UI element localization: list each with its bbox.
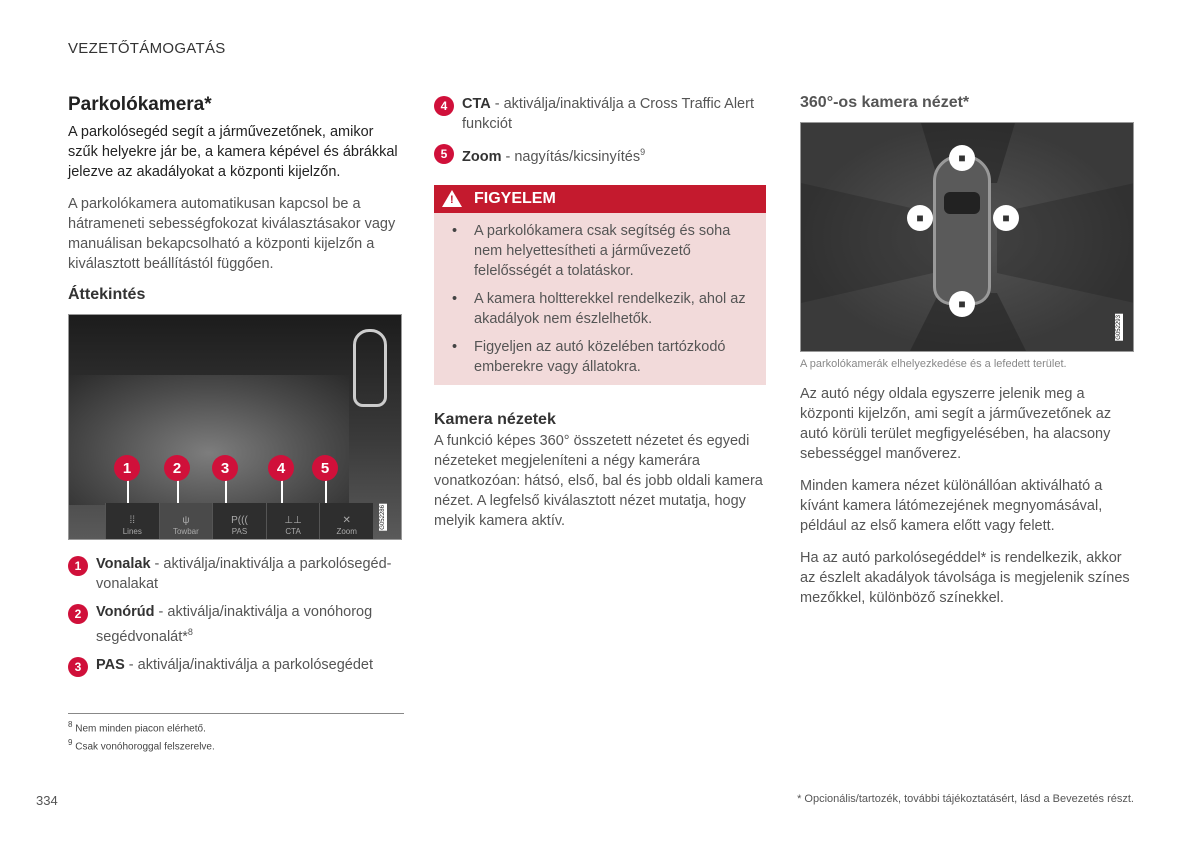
item-number: 1 <box>68 556 88 576</box>
rear-camera-icon: ■ <box>949 291 975 317</box>
lines-label: Lines <box>122 527 142 536</box>
right-coverage <box>997 183 1134 303</box>
warning-bullet: • A kamera holtterekkel rendelkezik, ahol az akadályok nem észlelhetők. <box>446 289 756 329</box>
footnotes <box>68 713 404 755</box>
item-number: 2 <box>68 604 88 624</box>
cta-button[interactable] <box>266 503 320 539</box>
item-number: 5 <box>434 144 454 164</box>
image-code: G052293 <box>1116 315 1122 340</box>
callout-3: 3 <box>212 455 238 481</box>
warning-bullet: • Figyeljen az autó közelében tartózkodó emberekre vagy állatokra. <box>446 337 756 377</box>
footnote-text: Csak vonóhoroggal felszerelve. <box>75 741 215 753</box>
car-top-view <box>933 155 991 305</box>
footnote <box>68 718 404 736</box>
overview-heading: Áttekintés <box>68 286 146 303</box>
front-camera-icon: ■ <box>949 145 975 171</box>
warning-header <box>434 185 766 213</box>
item-text: - aktiválja/inaktiválja a Cross Traffic Alert funkciót <box>462 96 754 132</box>
cta-label: CTA <box>285 527 301 536</box>
column-right <box>800 94 1134 620</box>
zoom-label: Zoom <box>336 527 357 536</box>
item-number: 4 <box>434 96 454 116</box>
item-name: Zoom <box>462 148 502 165</box>
paragraph: Minden kamera nézet különállóan aktiválható a kívánt kamera látómezejének megnyomásával, például az első kamera előtt vagy felett. <box>800 478 1103 534</box>
lines-icon: ⁞⁞ <box>129 515 136 526</box>
footnote-text: Nem minden piacon elérhető. <box>75 723 206 735</box>
column-middle <box>434 94 768 543</box>
list-item <box>434 94 768 134</box>
intro-text: A parkolósegéd segít a járművezetőnek, amikor szűk helyekre jár be, a kamera képével és ábrákkal jelezve az akadályokat a központi kijelzőn. <box>68 124 398 180</box>
warning-bullet: • A parkolókamera csak segítség és soha nem helyettesítheti a járművezető felelősségét a tolatáskor. <box>446 221 756 281</box>
footnote-number: 8 <box>68 720 73 729</box>
image-caption: A parkolókamerák elhelyezkedése és a lefedett terület. <box>800 358 1067 370</box>
pas-button[interactable] <box>212 503 266 539</box>
camera-toolbar <box>105 503 373 539</box>
left-coverage <box>801 183 933 303</box>
item-text: - aktiválja/inaktiválja a parkolósegéd-vonalakat <box>96 556 392 592</box>
list-item <box>68 655 404 677</box>
warning-list <box>434 213 766 385</box>
list-item <box>68 554 404 594</box>
paragraph: Ha az autó parkolósegéddel* is rendelkezik, akkor az észlelt akadályok távolsága is megjelenik színes mezőkkel, különböző színekkel. <box>800 550 1130 606</box>
item-name: Vonórúd <box>96 604 155 620</box>
left-camera-icon: ■ <box>907 205 933 231</box>
list-item <box>434 142 768 167</box>
item-name: CTA <box>462 96 491 112</box>
warning-title: FIGYELEM <box>474 189 556 207</box>
warning-box <box>434 185 766 385</box>
camera-360-image <box>800 122 1134 352</box>
function-list <box>68 554 404 677</box>
pas-label: PAS <box>231 527 248 536</box>
callout-4: 4 <box>268 455 294 481</box>
cta-icon: ⊥⊥ <box>284 515 302 526</box>
right-camera-icon: ■ <box>993 205 1019 231</box>
footnote-ref[interactable]: 8 <box>187 627 193 637</box>
camera-views-text: A funkció képes 360° összetett nézetet és egyedi nézeteket megjeleníteni a négy kamerára vonatkozóan: hátsó, első, bal és jobb oldali kamera nézet. A legfelső kiválasztott nézet mutatja, hogy melyik kamera aktív. <box>434 432 763 529</box>
view-360-heading: 360°-os kamera nézet* <box>800 94 970 111</box>
section-header: VEZETŐTÁMOGATÁS <box>68 40 226 57</box>
car-outline-icon <box>353 329 387 407</box>
zoom-icon: ✕ <box>342 515 351 526</box>
towbar-icon: ψ <box>182 515 190 526</box>
column-left <box>68 94 404 685</box>
item-text: - aktiválja/inaktiválja a parkolósegédet <box>124 656 373 673</box>
item-text: - aktiválja/inaktiválja a vonóhorog segédvonalát* <box>96 604 373 645</box>
zoom-button[interactable] <box>319 503 373 539</box>
warning-triangle-icon: ! <box>442 190 462 207</box>
callout-2: 2 <box>164 455 190 481</box>
camera-floor-view <box>69 375 349 505</box>
footnote-number: 9 <box>68 738 73 748</box>
description-text: A parkolókamera automatikusan kapcsol be a hátrameneti sebességfokozat kiválasztásakor vagy manuálisan bekapcsolható a központi kijelzőn a kiválasztott beállítástól függően. <box>68 196 396 272</box>
towbar-label: Towbar <box>172 527 199 536</box>
item-name: PAS <box>96 656 125 673</box>
footnote <box>68 736 404 754</box>
windshield <box>944 192 980 214</box>
pas-icon: P((( <box>231 515 248 526</box>
list-item <box>68 602 404 647</box>
towbar-button[interactable] <box>159 503 213 539</box>
callout-1: 1 <box>114 455 140 481</box>
paragraph: Az autó négy oldala egyszerre jelenik meg a központi kijelzőn, ami segít a járművezetőnek az autó körüli terület megfigyelésében, ha alacsony sebességgel manőverez. <box>800 386 1112 462</box>
footer-note: * Opcionális/tartozék, további tájékoztatásért, lásd a Bevezetés részt. <box>797 793 1134 805</box>
item-name: Vonalak <box>96 556 151 572</box>
item-text: - nagyítás/kicsinyítés <box>501 148 641 165</box>
callout-5: 5 <box>312 455 338 481</box>
camera-views-heading: Kamera nézetek <box>434 410 556 428</box>
page-title: Parkolókamera* <box>68 94 212 115</box>
lines-button[interactable] <box>105 503 159 539</box>
item-number: 3 <box>68 657 88 677</box>
parking-camera-screen-image <box>68 314 402 540</box>
page-number: 334 <box>36 793 58 808</box>
image-code: G052286 <box>380 505 386 530</box>
footnote-ref[interactable]: 9 <box>640 147 646 157</box>
